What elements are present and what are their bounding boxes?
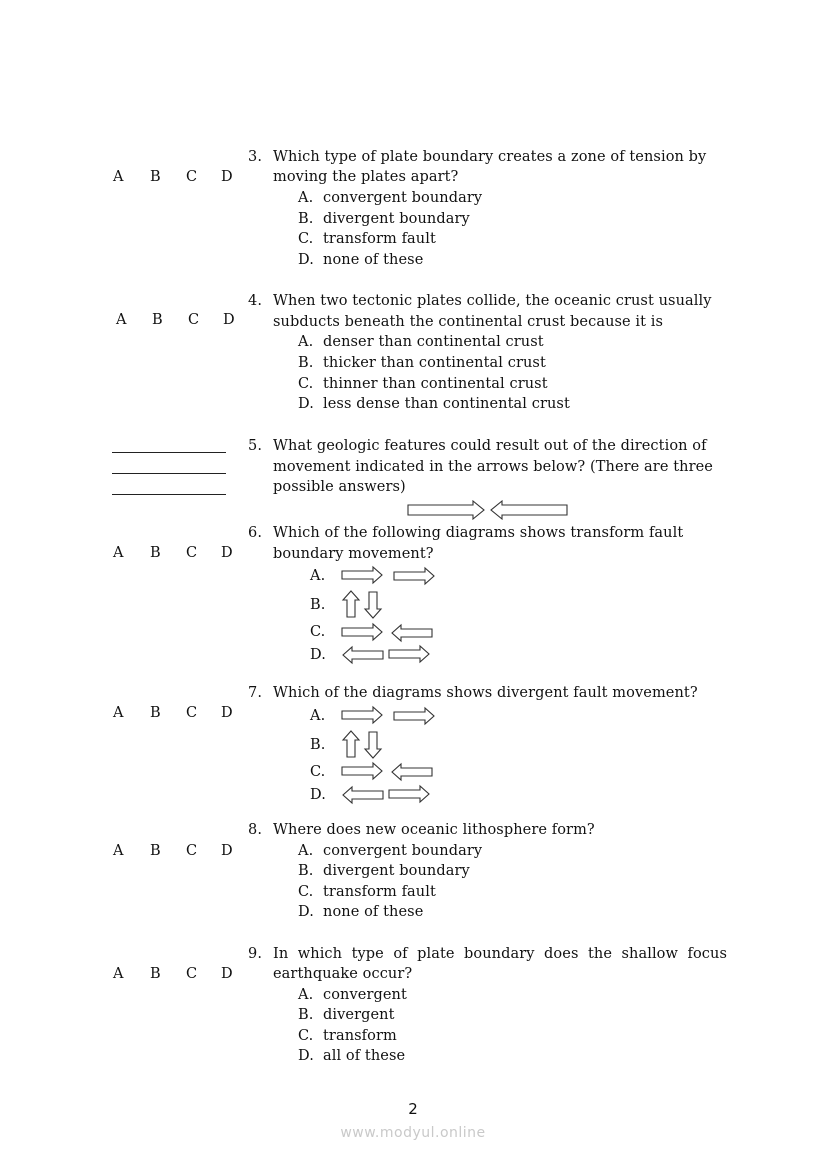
question-stem-line: Which of the diagrams shows divergent fault movement? (273, 685, 698, 701)
question-stem-line: boundary movement? (273, 546, 434, 562)
left-arrow-icon (391, 763, 433, 781)
choice-text: divergent (323, 1007, 395, 1023)
choice-letter: C. (310, 624, 326, 640)
answer-options-q8 (113, 841, 243, 861)
question-stem-line: Where does new oceanic lithosphere form? (273, 822, 595, 838)
choice-letter: C. (298, 1028, 314, 1044)
watermark: www.modyul.online (340, 1125, 486, 1141)
option-b[interactable]: B (150, 545, 161, 561)
down-arrow-icon (364, 591, 382, 619)
choice-text: all of these (323, 1048, 406, 1064)
right-arrow-icon (341, 566, 383, 584)
option-b[interactable]: B (150, 843, 161, 859)
choice-letter: A. (298, 190, 314, 206)
question-stem-line: When two tectonic plates collide, the oceanic crust usually (273, 293, 712, 309)
choice-letter: B. (298, 863, 314, 879)
choice-text: less dense than continental crust (323, 396, 570, 412)
choice-letter: B. (310, 597, 326, 613)
choice-letter: C. (298, 231, 314, 247)
question-stem-line: What geologic features could result out of the direction of (273, 438, 707, 454)
question-stem-line: moving the plates apart? (273, 169, 459, 185)
choice-letter: D. (298, 252, 314, 268)
choice-text: thinner than continental crust (323, 376, 548, 392)
choice-letter: B. (298, 211, 314, 227)
question-number: 3. (248, 149, 263, 165)
choice-text: thicker than continental crust (323, 355, 546, 371)
option-a[interactable]: A (113, 169, 124, 185)
choice-text: transform fault (323, 884, 436, 900)
right-arrow-icon (388, 645, 430, 663)
choice-letter: A. (298, 334, 314, 350)
choice-text: convergent boundary (323, 843, 483, 859)
up-arrow-icon (342, 590, 360, 618)
choice-letter: C. (310, 764, 326, 780)
option-c[interactable]: C (186, 843, 198, 859)
option-d[interactable]: D (221, 169, 233, 185)
question-stem-line: earthquake occur? (273, 966, 413, 982)
left-arrow-icon (342, 786, 384, 804)
choice-letter: A. (298, 843, 314, 859)
right-arrow-icon (393, 707, 435, 725)
left-arrow-icon (490, 500, 568, 520)
choice-letter: B. (298, 1007, 314, 1023)
answer-options-q6 (113, 543, 243, 563)
question-number: 6. (248, 525, 263, 541)
choice-text: transform fault (323, 231, 436, 247)
choice-letter: B. (298, 355, 314, 371)
option-d[interactable]: D (221, 966, 233, 982)
option-c[interactable]: C (186, 705, 198, 721)
option-b[interactable]: B (152, 312, 163, 328)
right-arrow-icon (393, 567, 435, 585)
question-number: 9. (248, 946, 263, 962)
answer-blank-1[interactable] (112, 452, 226, 453)
question-number: 5. (248, 438, 263, 454)
option-c[interactable]: C (186, 545, 198, 561)
choice-letter: A. (310, 708, 326, 724)
left-arrow-icon (391, 624, 433, 642)
question-number: 7. (248, 685, 263, 701)
option-a[interactable]: A (116, 312, 127, 328)
option-d[interactable]: D (221, 545, 233, 561)
choice-text: denser than continental crust (323, 334, 544, 350)
option-a[interactable]: A (113, 545, 124, 561)
answer-options-q9 (113, 964, 243, 984)
choice-letter: D. (310, 647, 326, 663)
answer-options-q7 (113, 703, 243, 723)
option-a[interactable]: A (113, 966, 124, 982)
right-arrow-icon (341, 706, 383, 724)
right-arrow-icon (341, 762, 383, 780)
option-c[interactable]: C (188, 312, 200, 328)
question-stem-line: Which of the following diagrams shows transform fault (273, 525, 684, 541)
choice-text: convergent boundary (323, 190, 483, 206)
choice-text: none of these (323, 904, 424, 920)
answer-blank-2[interactable] (112, 473, 226, 474)
choice-text: divergent boundary (323, 863, 470, 879)
choice-letter: C. (298, 884, 314, 900)
choice-letter: D. (298, 1048, 314, 1064)
right-arrow-icon (341, 623, 383, 641)
question-stem-line: possible answers) (273, 479, 406, 495)
choice-text: convergent (323, 987, 407, 1003)
option-d[interactable]: D (221, 705, 233, 721)
question-number: 8. (248, 822, 263, 838)
choice-letter: C. (298, 376, 314, 392)
option-b[interactable]: B (150, 966, 161, 982)
answer-options-q4 (116, 310, 246, 330)
choice-letter: B. (310, 737, 326, 753)
option-b[interactable]: B (150, 169, 161, 185)
choice-letter: A. (298, 987, 314, 1003)
option-a[interactable]: A (113, 843, 124, 859)
choice-letter: A. (310, 568, 326, 584)
option-d[interactable]: D (221, 843, 233, 859)
question-stem-line: In which type of plate boundary does the shallow focus (273, 946, 727, 962)
right-arrow-icon (407, 500, 485, 520)
choice-letter: D. (298, 396, 314, 412)
answer-blank-3[interactable] (112, 494, 226, 495)
choice-text: transform (323, 1028, 397, 1044)
option-d[interactable]: D (223, 312, 235, 328)
question-stem-line: subducts beneath the continental crust because it is (273, 314, 664, 330)
option-a[interactable]: A (113, 705, 124, 721)
option-b[interactable]: B (150, 705, 161, 721)
down-arrow-icon (364, 731, 382, 759)
choice-letter: D. (310, 787, 326, 803)
question-stem-line: movement indicated in the arrows below? (There are three (273, 459, 713, 475)
option-c[interactable]: C (186, 966, 198, 982)
choice-text: none of these (323, 252, 424, 268)
page-number: 2 (408, 1100, 418, 1118)
choice-text: divergent boundary (323, 211, 470, 227)
left-arrow-icon (342, 646, 384, 664)
choice-letter: D. (298, 904, 314, 920)
up-arrow-icon (342, 730, 360, 758)
right-arrow-icon (388, 785, 430, 803)
question-number: 4. (248, 293, 263, 309)
answer-options-q3 (113, 167, 243, 187)
option-c[interactable]: C (186, 169, 198, 185)
question-stem-line: Which type of plate boundary creates a zone of tension by (273, 149, 707, 165)
